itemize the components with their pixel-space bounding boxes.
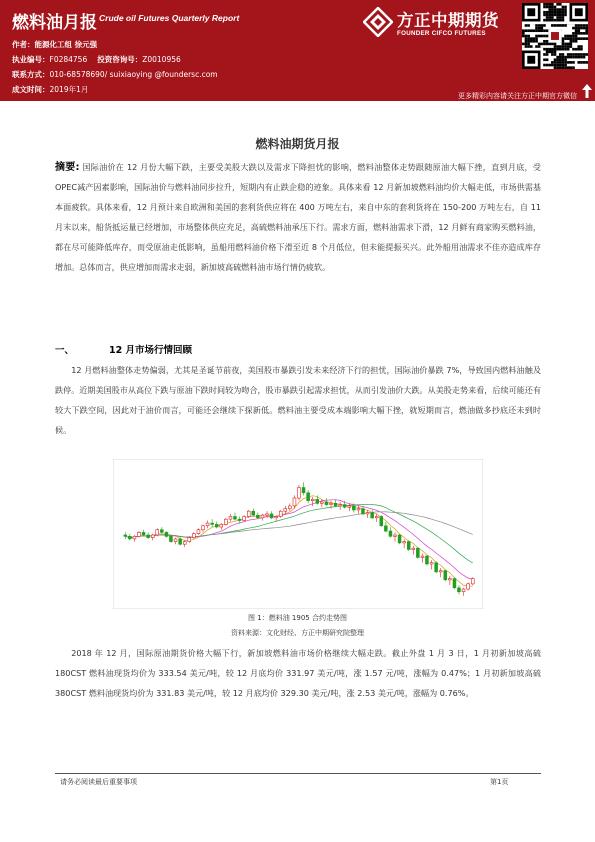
candle-body (426, 556, 429, 564)
candle-body (252, 511, 255, 515)
candle-body (124, 535, 127, 536)
qr-code-icon[interactable] (522, 3, 588, 69)
candle-body (133, 536, 136, 539)
candle-body (458, 588, 461, 592)
candle-body (279, 511, 282, 516)
candle-body (156, 530, 159, 535)
candle-body (192, 534, 195, 538)
date-line: 成文时间：2019年1月 (12, 85, 89, 94)
candle-body (266, 514, 269, 515)
candle-body (128, 536, 131, 539)
candle-body (330, 503, 333, 504)
footer-divider (55, 773, 541, 774)
candle-body (311, 499, 314, 500)
candle-body (142, 532, 145, 535)
candle-body (343, 505, 346, 508)
contact-line: 联系方式：010-68578690/ suixiaoying @foundersc.com (12, 70, 218, 79)
candle-body (339, 505, 342, 506)
chart-frame (113, 459, 483, 609)
candle-body (375, 517, 378, 518)
candle-body (316, 499, 319, 503)
logo-cn-text: 方正中期期货 (397, 11, 499, 30)
chart-caption: 图 1：燃料油 1905 合约走势图 (248, 614, 347, 622)
candle-body (293, 498, 296, 506)
candle-body (188, 538, 191, 542)
candle-body (462, 589, 465, 592)
candle-body (407, 542, 410, 550)
candle-body (256, 515, 259, 518)
candle-body (394, 535, 397, 536)
candle-body (261, 515, 264, 518)
candle-body (302, 488, 305, 493)
candle-body (320, 502, 323, 503)
candle-body (380, 517, 383, 526)
logo-mark-icon (363, 7, 393, 37)
candle-body (448, 579, 451, 580)
candle-body (211, 523, 214, 524)
candle-body (270, 514, 273, 518)
candle-body (439, 571, 442, 572)
footer-disclaimer[interactable]: 请务必阅读最后重要事项 (60, 778, 137, 786)
candle-body (416, 548, 419, 557)
candle-body (243, 517, 246, 521)
author-name: 能源化工组 徐元强 (34, 40, 98, 49)
candle-body (165, 532, 168, 536)
company-logo (363, 5, 515, 43)
candle-body (389, 531, 392, 536)
candle-body (352, 506, 355, 510)
candle-body (220, 524, 223, 527)
author-line: 作者：能源化工组 徐元强 (12, 40, 98, 49)
candle-body (421, 556, 424, 557)
chart-source: 资料来源：文化财经、方正中期研究院整理 (231, 629, 364, 637)
candle-body (247, 511, 250, 516)
candle-body (307, 493, 310, 501)
candle-body (334, 503, 337, 506)
candle-body (357, 509, 360, 510)
report-date: 2019年1月 (49, 85, 89, 94)
candlestick-chart (113, 459, 483, 609)
candle-body (384, 526, 387, 531)
candle-body (202, 526, 205, 530)
candle-body (224, 519, 227, 524)
candle-body (412, 548, 415, 549)
candle-body (174, 539, 177, 542)
candle-body (234, 517, 237, 520)
candle-body (275, 517, 278, 518)
license-line: 执业编号：F0284756 投资咨询号：Z0010956 (12, 55, 181, 64)
candle-body (284, 509, 287, 512)
candle-body (151, 535, 154, 538)
candle-body (147, 535, 150, 538)
document-title: 燃料油期货月报 (255, 137, 340, 151)
market-review-paragraph: 12 月燃料油整体走势偏弱，尤其是圣诞节前夜，美国股市暴跌引发未来经济下行的担忧，国际油价暴跌 7%，导致国内燃料油触及跌停。近期美国股市从高位下跌与原油下跌时间较为吻合，股市暴跌引起需求担忧，从而引发油价大跌。从美股走势来看，后续可能还有较大下跌空间，因此对于油价而言，可能还会继续下探新低。燃料油主要受成本端影响大幅下挫，就短期而言，燃油做多抄底还未到时候。 (55, 365, 541, 435)
candle-body (371, 513, 374, 518)
candle-body (348, 506, 351, 507)
candle-body (467, 584, 470, 589)
report-title: 燃料油月报 (12, 13, 97, 33)
abstract-paragraph (55, 158, 541, 277)
arrow-up-icon (582, 84, 592, 98)
candle-body (229, 517, 232, 520)
candle-body (366, 513, 369, 514)
consult-number: Z0010956 (142, 55, 181, 64)
candle-body (170, 536, 173, 541)
candle-body (444, 571, 447, 580)
candle-body (138, 532, 141, 536)
candle-body (362, 509, 365, 514)
candle-body (430, 563, 433, 564)
contact-info: 010-68578690/ suixiaoying @foundersc.com (49, 70, 218, 79)
candle-body (183, 542, 186, 545)
logo-en-text: FOUNDER CIFCO FUTURES (397, 30, 486, 37)
candle-body (179, 539, 182, 544)
candle-body (238, 519, 241, 520)
candle-body (398, 535, 401, 543)
candle-body (325, 502, 328, 505)
price-paragraph: 2018 年 12 月，国际原油期货价格大幅下行，新加坡燃料油市场价格继续大幅走跌。截止外盘 1 月 3 日，1 月初新加坡高硫 180CST 燃料油现货均价为 333.54 美元/吨，较 12 月底均价 331.97 美元/吨，涨 1.57 元/吨，涨幅为 0.47%；1 月初新加坡高硫 380CST 燃料油现货均价为 331.83 美元/吨，较 12 月底均价 329.30 美元/吨，涨 2.53 美元/吨，涨幅为 0.76%。 (55, 648, 541, 698)
candle-body (471, 579, 474, 584)
abstract-label: 摘要: (55, 162, 80, 173)
candle-body (288, 506, 291, 509)
candle-body (160, 530, 163, 533)
candle-body (403, 542, 406, 543)
candle-body (453, 579, 456, 588)
header-banner (0, 0, 595, 101)
wechat-slogan: 更多精彩内容请关注方正中期官方微信 (458, 92, 577, 100)
report-subtitle: Crude oil Futures Quarterly Report (99, 13, 240, 23)
license-number: F0284756 (49, 55, 88, 64)
candle-body (206, 523, 209, 526)
section-heading: 一、 12 月市场行情回顾 (55, 345, 193, 356)
candle-body (197, 530, 200, 534)
candle-body (435, 563, 438, 572)
abstract-text: 国际油价在 12 月份大幅下跌，主要受美股大跌以及需求下降担忧的影响，燃料油整体走势跟随原油大幅下挫，直到月底，受 OPEC减产因素影响，国际油价与燃料油同步拉升，短期内有止跌企稳的迹象。具体来看 12 月新加坡燃料油均价大幅走低，市场供需基本面疲软。具体来看，12 月预计来自欧洲和美国的套利货供应将在 400 万吨左右，来自中东的套利货将在 150-200 万吨左右，自 11 月末以来，船货抵运量已经增加，市场整体供应充足，高硫燃料油承压下行。需求方面，燃料油需求下滑，12 月鲜有商家购买燃料油，都在尽可能降低库存，而受原油走低影响，虽船用燃料油价格下滑至近 8 个月低位，但未能提振买兴。此外船用油需求不佳亦造成库存增加。总体而言，供应增加而需求走弱，新加坡高硫燃料油市场行情仍疲软。 (55, 162, 542, 272)
page-number: 第1页 (490, 778, 509, 786)
candle-body (298, 488, 301, 499)
candle-body (215, 524, 218, 527)
